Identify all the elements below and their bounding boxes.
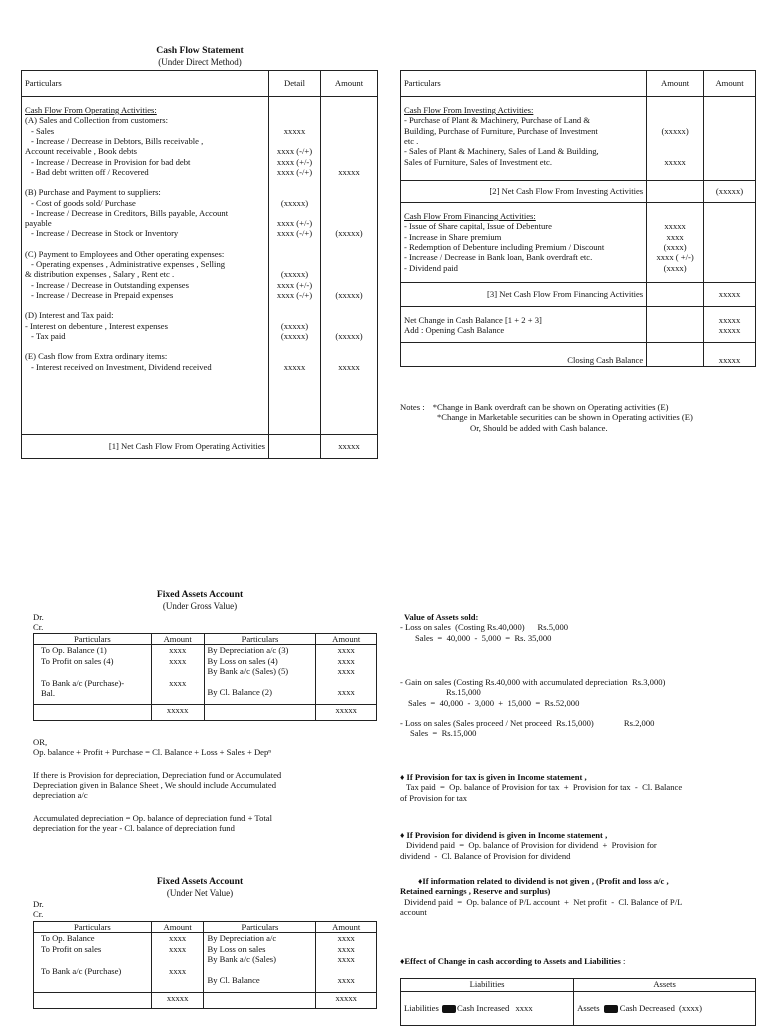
closing-balance-amount: xxxxx (704, 343, 756, 367)
equation-block (33, 737, 378, 833)
detail-value: xxxx (+/-) (276, 218, 313, 229)
dividend-paid-formula: Dividend paid = Op. balance of Provision for dividend + Provision for (406, 840, 657, 851)
cash-flow-title: Cash Flow Statement (156, 45, 244, 56)
dividend-info-block (400, 876, 762, 917)
credit-entry: By Loss on sales (207, 943, 266, 954)
investing-heading: Cash Flow From Investing Activities: (404, 105, 534, 115)
closing-balance-label: Closing Cash Balance (401, 343, 647, 367)
section-c-heading: (C) Payment to Employees and Other operating expenses: (25, 248, 225, 259)
accumulated-formula: depreciation for the year - Cl. balance of depreciation fund (33, 822, 235, 833)
credit-total: xxxxx (316, 705, 377, 721)
header-particulars: Particulars (204, 634, 316, 645)
amount-value: (xxxxx) (661, 125, 689, 136)
header-assets: Assets (574, 979, 756, 992)
section-a-heading: (A) Sales and Collection from customers: (25, 115, 168, 126)
financing-line: - Redemption of Debenture including Premium / Discount (404, 241, 605, 252)
credit-amount: xxxx (337, 974, 355, 985)
liabilities-effect: Cash Increased (457, 1003, 510, 1014)
note-3: Or, Should be added with Cash balance. (470, 422, 608, 433)
header-amount: Amount (316, 922, 377, 933)
section-e-heading: (E) Cash flow from Extra ordinary items: (25, 351, 168, 362)
debit-entry: To Bank a/c (Purchase)- (41, 677, 125, 688)
debit-amount: xxxx (169, 677, 187, 688)
arrow-right-icon (442, 1005, 456, 1013)
debtors-line: - Increase / Decrease in Debtors, Bills receivable , (31, 135, 204, 146)
opening-balance-amount: xxxxx (718, 325, 741, 336)
prepaid-line: - Increase / Decrease in Prepaid expenses (31, 290, 174, 300)
note-1: *Change in Bank overdraft can be shown on Operating activities (E) (432, 402, 669, 412)
section-d-heading: (D) Interest and Tax paid: (25, 310, 114, 321)
provision-tax-block (400, 772, 760, 803)
amount-value: xxxx (666, 231, 684, 242)
debit-entry: To Profit on sales (4) (41, 655, 114, 666)
assets-label: Assets (577, 1003, 600, 1014)
credit-amount: xxxx (337, 943, 355, 954)
amount-value: xxxx ( +/-) (656, 252, 694, 263)
cash-flow-investing-financing-table (400, 70, 756, 367)
liabilities-value: xxxx (515, 1003, 533, 1014)
header-amount: Amount (647, 71, 704, 97)
debit-amount: xxxx (169, 645, 187, 656)
credit-amount: xxxx (337, 665, 355, 676)
financing-line: - Increase in Share premium (404, 231, 502, 242)
net-investing-amount: (xxxxx) (704, 181, 756, 203)
credit-amount: xxxx (337, 645, 355, 656)
investing-line: - Purchase of Plant & Machinery, Purchase of Land & (404, 115, 591, 126)
arrow-right-icon (604, 1005, 618, 1013)
provision-dividend-heading: ♦ If Provision for dividend is given in Income statement , (400, 830, 608, 840)
credit-amount: xxxx (337, 686, 355, 697)
assets-effect: Cash Decreased (619, 1003, 675, 1014)
detail-value: (xxxxx) (280, 320, 309, 331)
investing-line: Sales of Furniture, Sales of Investment etc. (404, 156, 552, 167)
debit-entry: Bal. (41, 688, 56, 699)
header-particulars: Particulars (22, 71, 269, 97)
financing-line: - Increase / Decrease in Bank loan, Bank overdraft etc. (404, 252, 593, 263)
financing-line: - Issue of Share capital, Issue of Debenture (404, 221, 552, 232)
bad-debt-line: - Bad debt written off / Recovered (31, 166, 149, 177)
sales-line: - Sales (31, 125, 55, 136)
detail-value: xxxx (-/+) (276, 166, 313, 177)
provision-line: - Increase / Decrease in Provision for bad debt (31, 156, 191, 167)
debit-amount: xxxx (169, 655, 187, 666)
credit-total: xxxxx (316, 993, 377, 1009)
effect-heading-colon: : (620, 956, 626, 966)
debit-entry: To Profit on sales (41, 943, 102, 954)
detail-value: xxxx (-/+) (276, 146, 313, 157)
header-particulars: Particulars (34, 922, 152, 933)
header-liabilities: Liabilities (401, 979, 574, 992)
opex-line-2: & distribution expenses , Salary , Rent etc . (25, 269, 175, 280)
detail-value: (xxxxx) (280, 269, 309, 280)
header-amount: Amount (316, 634, 377, 645)
cost-goods-line: - Cost of goods sold/ Purchase (31, 197, 136, 208)
effect-table (400, 978, 756, 1026)
fixed-assets-net-title: Fixed Assets Account (156, 876, 244, 887)
liabilities-label: Liabilities (404, 1003, 439, 1014)
amount-value: (xxxxx) (335, 228, 363, 239)
amount-value: (xxxx) (663, 241, 687, 252)
net-proceed-sales: Sales = Rs.15,000 (410, 728, 477, 739)
loss-on-sales-line: - Loss on sales (Costing Rs.40,000) Rs.5,000 (400, 622, 569, 633)
amount-value: (xxxx) (663, 262, 687, 273)
cash-flow-operating-table (21, 70, 378, 459)
credit-entry: By Bank a/c (Sales) (5) (207, 665, 289, 676)
dividend-info-heading: ♦If information related to dividend is not given , (Profit and loss a/c , (418, 876, 669, 886)
effect-heading-row (400, 956, 762, 966)
net-change-label: Net Change in Cash Balance [1 + 2 + 3] (404, 315, 542, 325)
financing-heading: Cash Flow From Financing Activities: (404, 211, 536, 221)
tax-paid-formula-2: of Provision for tax (400, 792, 468, 803)
header-particulars: Particulars (204, 922, 316, 933)
investing-line: Building, Purchase of Furniture, Purchase of Investment (404, 125, 598, 136)
outstanding-line: - Increase / Decrease in Outstanding expenses (31, 279, 189, 290)
amount-value: (xxxxx) (335, 330, 363, 341)
credit-amount: xxxx (337, 933, 355, 944)
gain-sales-calc: Sales = 40,000 - 3,000 + 15,000 = Rs.52,000 (408, 697, 580, 708)
provision-text: Depreciation given in Balance Sheet , We should include Accumulated (33, 779, 277, 790)
fixed-assets-net-table (33, 921, 377, 1009)
formula-line: Op. balance + Profit + Purchase = Cl. Balance + Loss + Sales + Depⁿ (33, 747, 271, 758)
fixed-assets-net-subtitle: (Under Net Value) (166, 888, 234, 898)
net-proceed-line: - Loss on sales (Sales proceed / Net proceed Rs.15,000) Rs.2,000 (400, 717, 655, 728)
cr-label: Cr. (33, 909, 44, 919)
or-label: OR, (33, 737, 48, 747)
provision-dividend-block (400, 830, 760, 861)
gain-on-sales-line: - Gain on sales (Costing Rs.40,000 with accumulated depreciation Rs.3,000) (400, 676, 666, 687)
debit-amount: xxxx (169, 965, 187, 976)
detail-value: xxxx (-/+) (276, 290, 313, 300)
notes-block (400, 402, 760, 433)
fixed-assets-gross-subtitle: (Under Gross Value) (162, 601, 238, 611)
assets-value: (xxxx) (679, 1003, 702, 1014)
extraordinary-line: - Interest received on Investment, Dividend received (31, 361, 212, 372)
net-operating-label: [1] Net Cash Flow From Operating Activities (22, 435, 269, 459)
debit-entry: To Op. Balance (1) (41, 645, 107, 656)
header-amount: Amount (151, 634, 204, 645)
net-operating-amount: xxxxx (321, 435, 378, 459)
stock-line: - Increase / Decrease in Stock or Inventory (31, 228, 179, 239)
amount-value: xxxxx (664, 221, 686, 232)
credit-entry: By Cl. Balance (207, 974, 260, 985)
credit-amount: xxxx (337, 953, 355, 964)
detail-value: xxxx (-/+) (276, 228, 313, 239)
cash-flow-subtitle: (Under Direct Method) (158, 57, 242, 67)
credit-entry: By Depreciation a/c (3) (207, 645, 289, 656)
detail-value: xxxx (+/-) (276, 279, 313, 290)
detail-value: xxxxx (283, 125, 306, 136)
fixed-assets-gross-table (33, 633, 377, 721)
value-assets-sold-block (400, 612, 760, 739)
net-financing-label: [3] Net Cash Flow From Financing Activities (401, 283, 647, 307)
notes-label: Notes : (400, 402, 425, 412)
accumulated-formula: Accumulated depreciation = Op. balance of depreciation fund + Total (33, 812, 272, 823)
credit-entry: By Depreciation a/c (207, 933, 277, 944)
effect-heading: ♦Effect of Change in cash according to Assets and Liabilities (400, 956, 621, 966)
provision-tax-heading: ♦ If Provision for tax is given in Income statement , (400, 772, 587, 782)
net-change-amount: xxxxx (718, 315, 741, 325)
investing-line: etc . (404, 135, 419, 146)
dividend-paid-formula-2: dividend - Cl. Balance of Provision for dividend (400, 850, 571, 861)
debit-entry: To Op. Balance (41, 933, 95, 944)
detail-value: (xxxxx) (280, 330, 309, 341)
detail-value: xxxxx (283, 361, 306, 372)
debit-amount: xxxx (169, 933, 187, 944)
header-detail: Detail (269, 71, 321, 97)
debtors-line-2: Account receivable , Book debts (25, 146, 137, 157)
debit-entry: To Bank a/c (Purchase) (41, 965, 122, 976)
dr-label: Dr. (33, 612, 44, 622)
value-assets-sold-heading: Value of Assets sold: (404, 612, 479, 622)
dividend-pl-formula: Dividend paid = Op. balance of P/L account + Net profit - Cl. Balance of P/L (404, 896, 683, 907)
opex-line: - Operating expenses , Administrative expenses , Selling (31, 259, 226, 270)
header-amount: Amount (321, 71, 378, 97)
opening-balance-label: Add : Opening Cash Balance (404, 325, 505, 336)
provision-text: If there is Provision for depreciation, Depreciation fund or Accumulated (33, 769, 282, 780)
note-2: *Change in Marketable securities can be shown in Operating activities (E) (437, 412, 693, 423)
dr-label: Dr. (33, 899, 44, 909)
fixed-assets-gross-title: Fixed Assets Account (156, 589, 244, 600)
creditors-line-2: payable (25, 218, 52, 229)
header-particulars: Particulars (34, 634, 152, 645)
tax-paid-formula: Tax paid = Op. balance of Provision for tax + Provision for tax - Cl. Balance (406, 782, 683, 793)
tax-line: - Tax paid (31, 330, 66, 341)
debit-total: xxxxx (151, 705, 204, 721)
provision-text: depreciation a/c (33, 790, 88, 801)
net-financing-amount: xxxxx (704, 283, 756, 307)
credit-amount: xxxx (337, 655, 355, 666)
amount-value: xxxxx (664, 156, 686, 167)
header-particulars: Particulars (401, 71, 647, 97)
creditors-line: - Increase / Decrease in Creditors, Bills payable, Account (31, 207, 229, 218)
debit-total: xxxxx (151, 993, 204, 1009)
debit-amount: xxxx (169, 943, 187, 954)
section-b-heading: (B) Purchase and Payment to suppliers: (25, 187, 161, 198)
operating-heading: Cash Flow From Operating Activities: (25, 105, 157, 115)
interest-line: - Interest on debenture , Interest expenses (25, 320, 168, 331)
detail-value: (xxxxx) (280, 197, 309, 208)
amount-value: xxxxx (338, 361, 360, 372)
loss-sales-calc: Sales = 40,000 - 5,000 = Rs. 35,000 (415, 632, 552, 643)
credit-entry: By Bank a/c (Sales) (207, 953, 276, 964)
net-investing-label: [2] Net Cash Flow From Investing Activities (401, 181, 647, 203)
cr-label: Cr. (33, 622, 44, 632)
header-amount: Amount (151, 922, 204, 933)
amount-value: xxxxx (338, 166, 360, 177)
header-amount: Amount (704, 71, 756, 97)
dividend-pl-formula-2: account (400, 906, 427, 917)
detail-value: xxxx (+/-) (276, 156, 313, 167)
credit-entry: By Loss on sales (4) (207, 655, 278, 666)
financing-line: - Dividend paid (404, 262, 458, 273)
credit-entry: By Cl. Balance (2) (207, 686, 272, 697)
dividend-info-heading-2: Retained earnings , Reserve and surplus) (400, 886, 551, 897)
gain-amount: Rs.15,000 (446, 687, 481, 698)
amount-value: (xxxxx) (335, 290, 363, 300)
investing-line: - Sales of Plant & Machinery, Sales of Land & Building, (404, 146, 599, 157)
